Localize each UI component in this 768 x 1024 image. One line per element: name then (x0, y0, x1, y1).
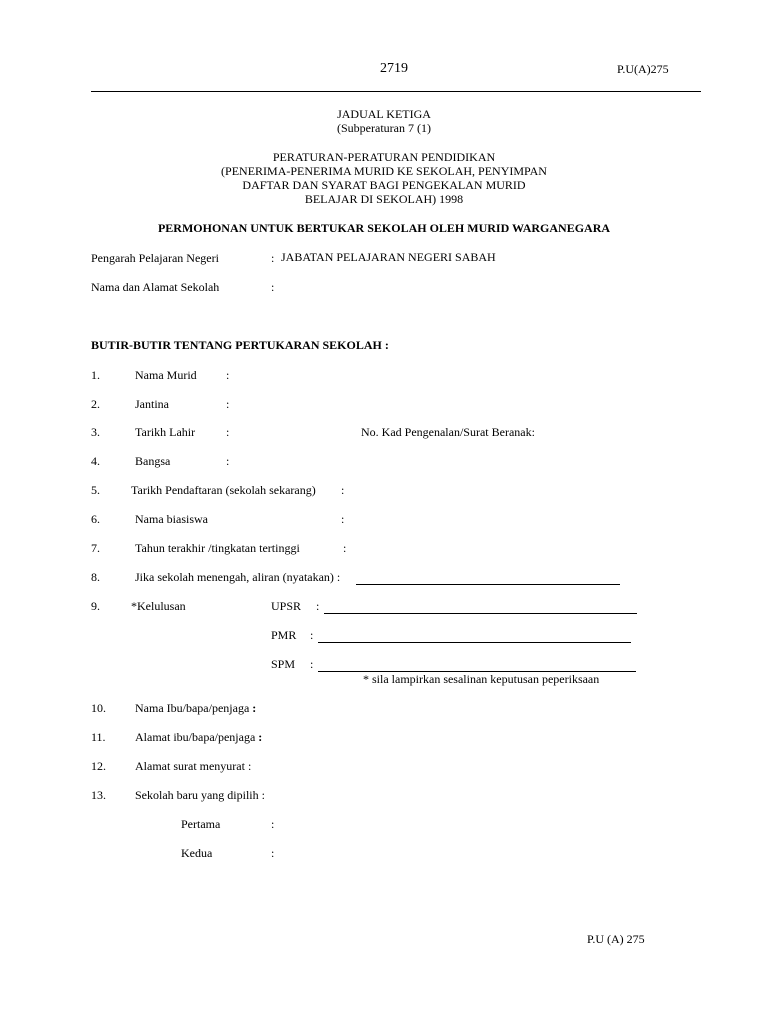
item-colon: : (226, 397, 230, 411)
director-label: Pengarah Pelajaran Negeri (91, 251, 219, 265)
regulation-line-1: PERATURAN-PERATURAN PENDIDIKAN (272, 150, 496, 164)
director-colon: : (271, 251, 275, 265)
exam-colon: : (310, 628, 314, 642)
regulation-line-4: BELAJAR DI SEKOLAH) 1998 (304, 192, 464, 206)
item-label: Sekolah baru yang dipilih : (135, 788, 265, 802)
choice-colon: : (271, 846, 275, 860)
form-title: PERMOHONAN UNTUK BERTUKAR SEKOLAH OLEH MURID WARGANEGARA (157, 221, 611, 235)
choice-colon: : (271, 817, 275, 831)
school-label: Nama dan Alamat Sekolah (91, 280, 220, 294)
choice-label-second: Kedua (181, 846, 213, 860)
exam-note: * sila lampirkan sesalinan keputusan peperiksaan (363, 672, 600, 686)
item-number: 1. (91, 368, 100, 382)
id-card-label: No. Kad Pengenalan/Surat Beranak: (361, 425, 535, 439)
item-colon: : (226, 368, 230, 382)
page-number: 2719 (380, 61, 408, 76)
upsr-line[interactable] (324, 599, 637, 614)
director-value: JABATAN PELAJARAN NEGERI SABAH (281, 250, 496, 264)
item-number: 9. (91, 599, 100, 613)
item-label (135, 730, 262, 745)
item-label: Nama biasiswa (135, 512, 208, 526)
item-label: *Kelulusan (131, 599, 186, 613)
item-colon: : (341, 512, 345, 526)
item-colon: : (226, 454, 230, 468)
item-number: 6. (91, 512, 100, 526)
item-label: Jika sekolah menengah, aliran (nyatakan) : (135, 570, 341, 584)
choice-label-first: Pertama (181, 817, 221, 831)
subregulation-label: (Subperaturan 7 (1) (337, 121, 431, 135)
item-number: 10. (91, 701, 106, 715)
item-label: Tarikh Pendaftaran (sekolah sekarang) (131, 483, 316, 497)
school-colon: : (271, 280, 275, 294)
item-label: Bangsa (135, 454, 171, 468)
regulation-line-2: (PENERIMA-PENERIMA MURID KE SEKOLAH, PENYIMPAN (221, 164, 547, 178)
item-label: Nama Murid (135, 368, 197, 382)
item-label: Alamat surat menyurat : (135, 759, 252, 773)
item-label (135, 701, 256, 716)
item-number: 2. (91, 397, 100, 411)
pmr-line[interactable] (318, 628, 631, 643)
regulation-line-3: DAFTAR DAN SYARAT BAGI PENGEKALAN MURID (242, 178, 526, 192)
item-number: 11. (91, 730, 106, 744)
item-number: 3. (91, 425, 100, 439)
item-colon: : (252, 701, 257, 715)
item-label: Jantina (135, 397, 169, 411)
item-number: 12. (91, 759, 106, 773)
section-heading: BUTIR-BUTIR TENTANG PERTUKARAN SEKOLAH : (91, 338, 389, 352)
item-number: 7. (91, 541, 100, 555)
header-divider (91, 91, 701, 92)
exam-colon: : (316, 599, 320, 613)
item-colon: : (341, 483, 345, 497)
item-label-text: Alamat ibu/bapa/penjaga (135, 730, 256, 744)
footer-reference: P.U (A) 275 (587, 932, 645, 946)
item-colon: : (343, 541, 347, 555)
item-number: 8. (91, 570, 100, 584)
item-label: Tarikh Lahir (135, 425, 196, 439)
item-colon: : (226, 425, 230, 439)
exam-label-pmr: PMR (271, 628, 297, 642)
item-number: 13. (91, 788, 106, 802)
stream-input-line[interactable] (356, 571, 620, 585)
item-label: Tahun terakhir /tingkatan tertinggi (135, 541, 300, 555)
schedule-title: JADUAL KETIGA (337, 107, 431, 121)
item-number: 4. (91, 454, 100, 468)
item-number: 5. (91, 483, 100, 497)
header-reference: P.U(A)275 (617, 62, 669, 76)
item-label-text: Nama Ibu/bapa/penjaga (135, 701, 250, 715)
spm-input-line[interactable] (318, 658, 636, 672)
exam-label-upsr: UPSR (271, 599, 302, 613)
exam-label-spm: SPM (271, 657, 296, 671)
upsr-input-line[interactable] (324, 600, 637, 614)
stream-line[interactable] (356, 570, 620, 585)
spm-line[interactable] (318, 657, 636, 672)
item-colon: : (258, 730, 263, 744)
pmr-input-line[interactable] (318, 629, 631, 643)
exam-colon: : (310, 657, 314, 671)
